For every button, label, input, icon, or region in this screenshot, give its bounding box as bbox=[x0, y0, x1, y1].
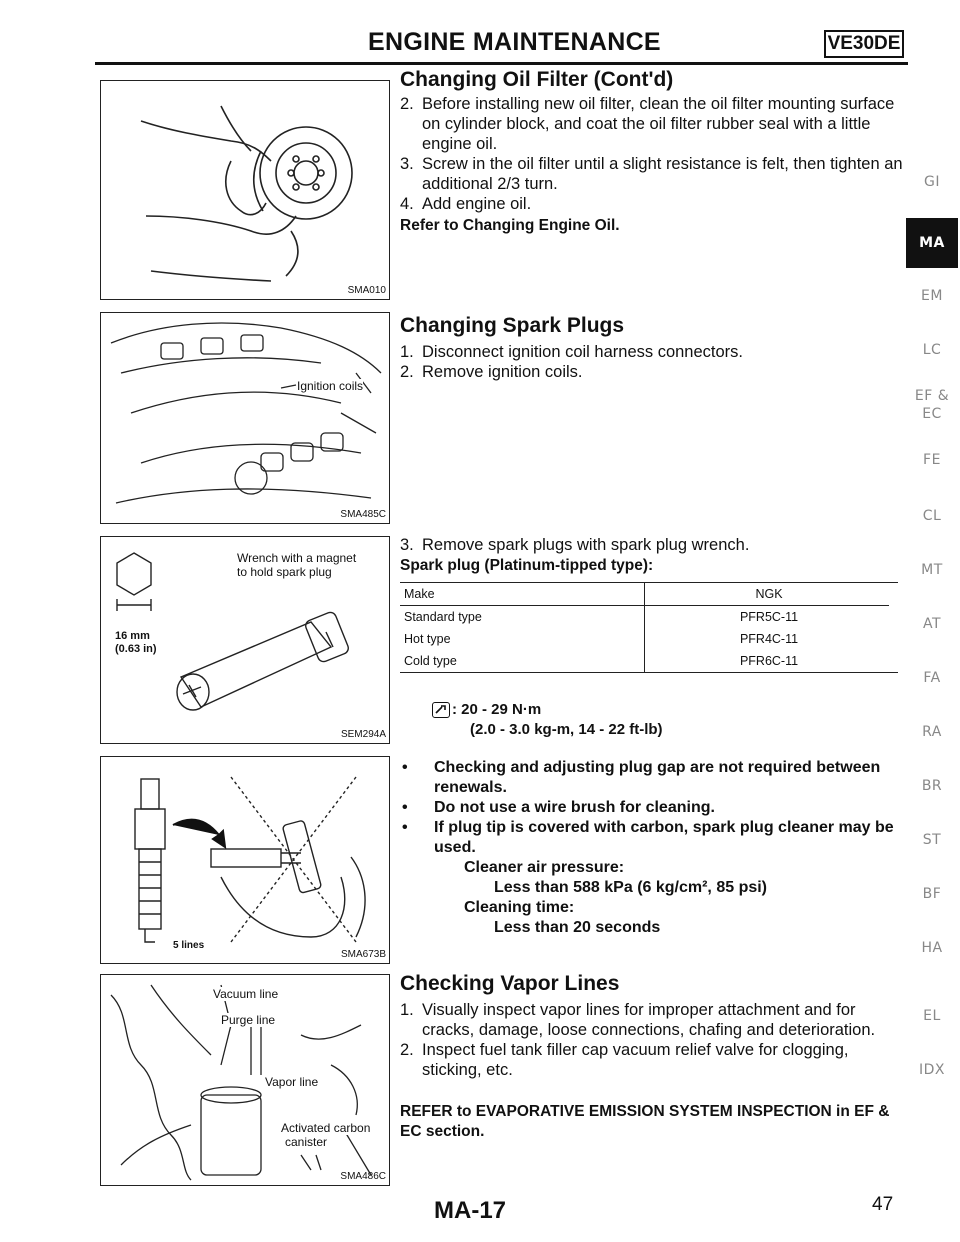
side-tab-em[interactable]: EM bbox=[921, 288, 943, 304]
carbon-canister-label-line2: canister bbox=[285, 1135, 328, 1149]
torque-value: : 20 - 29 N·m bbox=[452, 701, 542, 718]
spark-plug-notes bbox=[402, 758, 902, 858]
vapor-lines-reference: REFER to EVAPORATIVE EMISSION SYSTEM INSPECTION in EF & EC section. bbox=[400, 1103, 890, 1140]
ignition-coils-illustration bbox=[101, 313, 389, 523]
table-row: Hot type PFR4C-11 bbox=[400, 628, 889, 650]
side-tab-fe[interactable]: FE bbox=[923, 452, 941, 468]
cleaning-time-label: Cleaning time: bbox=[464, 899, 575, 916]
spark-plugs-steps bbox=[400, 342, 905, 382]
figure-spark-plug-wrench bbox=[100, 536, 390, 744]
side-tab-mt[interactable]: MT bbox=[921, 562, 943, 578]
wrench-size-line2: (0.63 in) bbox=[115, 643, 157, 655]
list-item: • If plug tip is covered with carbon, spark plug cleaner may be used. bbox=[402, 819, 894, 856]
side-tab-lc[interactable]: LC bbox=[922, 342, 942, 358]
side-tab-cl[interactable]: CL bbox=[922, 508, 942, 524]
header-rule bbox=[95, 62, 908, 65]
cleaning-time-value: Less than 20 seconds bbox=[494, 919, 661, 936]
purge-line-label: Purge line bbox=[221, 1013, 276, 1027]
figure-code: SMA485C bbox=[340, 509, 386, 520]
spark-plugs-step-3 bbox=[400, 535, 905, 555]
side-tab-ma[interactable]: MA bbox=[906, 218, 958, 268]
torque-value-alt: (2.0 - 3.0 kg-m, 14 - 22 ft-lb) bbox=[470, 721, 663, 738]
list-item: 3. Remove spark plugs with spark plug wrench. bbox=[400, 536, 750, 554]
table-row: Cold type PFR6C-11 bbox=[400, 650, 889, 672]
side-tab-at[interactable]: AT bbox=[922, 616, 942, 632]
side-tab-ec[interactable]: EC bbox=[922, 406, 942, 422]
side-tab-gi[interactable]: GI bbox=[924, 174, 940, 190]
wrench-label-line2: to hold spark plug bbox=[237, 565, 332, 579]
list-item: 2. Before installing new oil filter, clean the oil filter mounting surface on cylinder block, and coat the oil filter rubber seal with a little engine oil. bbox=[400, 95, 895, 153]
figure-spark-plug-cleaning bbox=[100, 756, 390, 964]
page-number: 47 bbox=[872, 1194, 894, 1215]
side-tab-br[interactable]: BR bbox=[921, 778, 943, 794]
cleaner-pressure-value: Less than 588 kPa (6 kg/cm², 85 psi) bbox=[494, 879, 768, 896]
vapor-lines-illustration bbox=[101, 975, 389, 1185]
page-label: MA-17 bbox=[434, 1197, 507, 1224]
side-tab-idx[interactable]: IDX bbox=[919, 1062, 945, 1078]
list-item: 1. Visually inspect vapor lines for improper attachment and for cracks, damage, loose connections, chafing and deterioration. bbox=[400, 1001, 876, 1039]
list-item: • Checking and adjusting plug gap are not required between renewals. bbox=[402, 759, 881, 796]
side-tab-ra[interactable]: RA bbox=[922, 724, 942, 740]
oil-filter-heading: Changing Oil Filter (Cont'd) bbox=[400, 68, 674, 91]
side-tab-el[interactable]: EL bbox=[923, 1008, 941, 1024]
list-item: 3. Screw in the oil filter until a slight resistance is felt, then tighten an additional 2/3 turn. bbox=[400, 155, 903, 193]
wrench-size-line1: 16 mm bbox=[115, 630, 150, 642]
spec-table bbox=[400, 583, 889, 672]
oil-filter-illustration bbox=[101, 81, 389, 299]
five-lines-label: 5 lines bbox=[173, 940, 205, 951]
figure-oil-filter bbox=[100, 80, 390, 300]
ignition-coils-label: Ignition coils bbox=[297, 379, 364, 393]
figure-code: SMA673B bbox=[340, 949, 386, 960]
spark-plug-cleaning-illustration bbox=[101, 757, 389, 963]
list-item: • Do not use a wire brush for cleaning. bbox=[402, 799, 715, 816]
cleaner-pressure-label: Cleaner air pressure: bbox=[464, 859, 625, 876]
vapor-lines-steps bbox=[400, 1000, 905, 1080]
side-tab-ef[interactable]: EF & bbox=[914, 388, 950, 404]
figure-code: SMA486C bbox=[340, 1171, 386, 1182]
torque-icon bbox=[432, 702, 450, 718]
page-header-title: ENGINE MAINTENANCE bbox=[368, 28, 661, 56]
oil-filter-reference: Refer to Changing Engine Oil. bbox=[400, 217, 620, 234]
model-code-box: VE30DE bbox=[824, 30, 904, 58]
list-item: 2. Remove ignition coils. bbox=[400, 363, 583, 381]
figure-code: SMA010 bbox=[347, 285, 386, 296]
list-item: 2. Inspect fuel tank filler cap vacuum relief valve for clogging, sticking, etc. bbox=[400, 1041, 849, 1079]
table-row: Standard type PFR5C-11 bbox=[400, 606, 889, 629]
side-tab-st[interactable]: ST bbox=[922, 832, 942, 848]
torque-wrench-icon bbox=[433, 703, 449, 717]
figure-vapor-lines bbox=[100, 974, 390, 1186]
spark-plug-type-label: Spark plug (Platinum-tipped type): bbox=[400, 557, 654, 574]
spark-plug-spec-table bbox=[400, 582, 898, 673]
wrench-label-line1: Wrench with a magnet bbox=[237, 551, 357, 565]
carbon-canister-label-line1: Activated carbon bbox=[281, 1121, 371, 1135]
vacuum-line-label: Vacuum line bbox=[213, 987, 279, 1001]
vapor-line-label: Vapor line bbox=[265, 1075, 319, 1089]
side-tab-fa[interactable]: FA bbox=[923, 670, 941, 686]
side-tab-bf[interactable]: BF bbox=[922, 886, 942, 902]
figure-ignition-coils bbox=[100, 312, 390, 524]
list-item: 4. Add engine oil. bbox=[400, 195, 532, 213]
table-row: Make NGK bbox=[400, 583, 889, 606]
vapor-lines-heading: Checking Vapor Lines bbox=[400, 972, 620, 995]
side-tab-ha[interactable]: HA bbox=[921, 940, 943, 956]
oil-filter-steps bbox=[400, 94, 905, 214]
figure-code: SEM294A bbox=[340, 729, 386, 740]
list-item: 1. Disconnect ignition coil harness connectors. bbox=[400, 343, 744, 361]
spark-plugs-heading: Changing Spark Plugs bbox=[400, 314, 625, 337]
